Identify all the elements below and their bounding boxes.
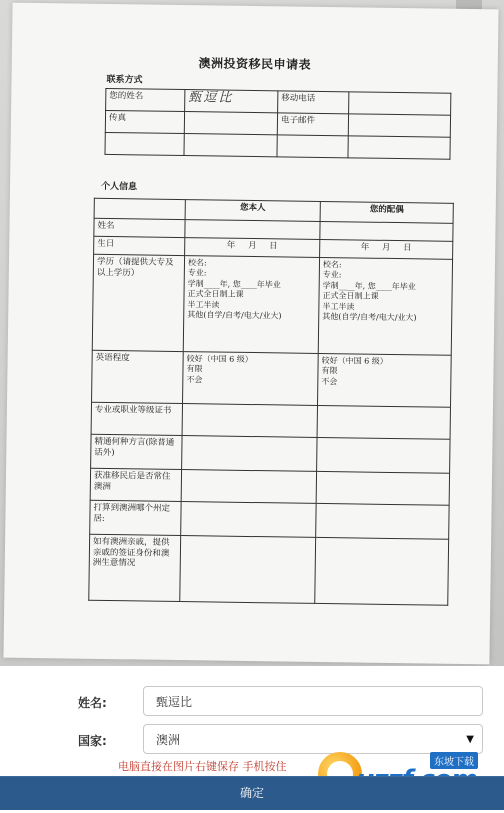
blank-cell <box>105 132 184 155</box>
english-options-spouse: 较好（中国 6 级） 有限 不会 <box>318 353 452 407</box>
logo-tag: 东坡下载 <box>430 752 478 769</box>
blank-cell <box>180 536 316 604</box>
blank-cell <box>182 436 317 472</box>
blank-cell <box>184 134 277 157</box>
education-detail-self: 校名: 专业: 学制____年, 您____年毕业 正式全日制上课 半工半读 其他(自学/自考/电大/业大) <box>183 256 319 354</box>
blank-cell <box>315 537 449 605</box>
row-relatives-label: 如有澳洲亲戚，提供亲戚的签证身份和澳洲生意情况 <box>89 534 181 601</box>
english-options-self: 较好（中国 6 级） 有限 不会 <box>183 352 319 406</box>
blank-cell <box>181 502 316 538</box>
country-select-value: 澳洲 <box>156 733 181 747</box>
email-label-cell: 电子邮件 <box>277 113 348 136</box>
email-value-cell <box>348 114 450 137</box>
fax-value-cell <box>184 112 277 135</box>
row-name-label: 姓名 <box>94 218 185 237</box>
education-detail-spouse: 校名: 专业: 学制____年, 您____年毕业 正式全日制上课 半工半读 其他(自学/自考/电大/业大) <box>318 257 452 355</box>
document-title: 澳洲投资移民申请表 <box>198 56 312 72</box>
row-certificate-label: 专业或职业等级证书 <box>91 402 182 435</box>
mobile-label-cell: 移动电话 <box>278 91 349 114</box>
blank-cell <box>94 198 185 219</box>
birth-date-self: 年 月 日 <box>185 238 320 258</box>
contact-table <box>104 88 451 160</box>
name-input[interactable]: 甄逗比 <box>143 686 483 716</box>
save-hint: 电脑直接在图片右键保存 手机按住 <box>118 760 287 773</box>
blank-cell <box>182 404 317 438</box>
personal-table <box>88 198 454 606</box>
chevron-down-icon: ▼ <box>466 734 474 745</box>
blank-cell <box>316 471 449 505</box>
blank-cell <box>316 503 449 539</box>
confirm-button[interactable]: 确定 <box>0 776 504 810</box>
row-birth-label: 生日 <box>94 236 185 255</box>
row-state-label: 打算到澳洲哪个州定居: <box>90 500 181 535</box>
birth-date-spouse: 年 月 日 <box>320 239 453 259</box>
blank-cell <box>348 136 450 159</box>
row-education-label: 学历（请提供大专及以上学历） <box>92 254 184 351</box>
mobile-value-cell <box>349 92 451 115</box>
handwritten-name: 甄逗比 <box>185 90 278 113</box>
paper-sheet <box>3 3 498 665</box>
blank-cell <box>320 221 453 241</box>
blank-cell <box>317 437 450 473</box>
name-label-cell: 您的姓名 <box>106 88 185 111</box>
col-self-header: 您本人 <box>185 200 320 222</box>
blank-cell <box>185 220 320 240</box>
name-row <box>0 686 504 720</box>
name-label: 姓名: <box>78 696 107 710</box>
col-spouse-header: 您的配偶 <box>320 201 453 223</box>
country-label: 国家: <box>78 734 107 748</box>
country-select[interactable] <box>143 724 483 754</box>
contact-section-title: 联系方式 <box>106 74 143 86</box>
blank-cell <box>277 135 348 158</box>
row-english-label: 英语程度 <box>92 350 184 403</box>
fax-label-cell: 传真 <box>105 110 184 133</box>
blank-cell <box>181 470 316 504</box>
blank-cell <box>317 405 450 439</box>
personal-section-title: 个人信息 <box>100 181 138 193</box>
row-dialect-label: 精通何种方言(除普通话外) <box>91 434 182 469</box>
row-residence-label: 获准移民后是否常住澳洲 <box>90 468 181 501</box>
